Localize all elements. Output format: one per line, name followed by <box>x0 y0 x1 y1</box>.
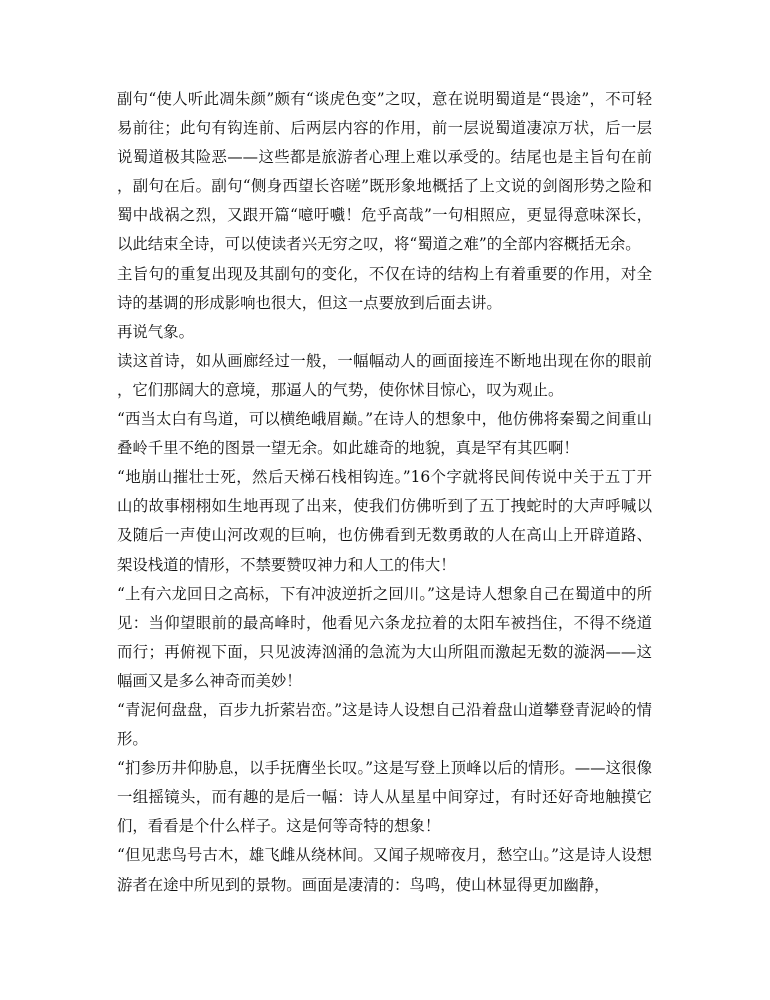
paragraph-3: 再说气象。 <box>117 322 194 341</box>
paragraph-6: “地崩山摧壮士死，然后天梯石栈相钩连。”16个字就将民间传说中关于五丁开山的故事栩栩如生地再现了出来，使我们仿佛听到了五丁拽蛇时的大声呼喊以及随后一声使山河改观的巨响，也仿佛看到无数勇敢的人在高山上开辟道路、架设栈道的情形，不禁要赞叹神力和人工的伟大！ <box>117 468 652 574</box>
paragraph-7: “上有六龙回日之高标，下有冲波逆折之回川。”这是诗人想象自己在蜀道中的所见：当仰望眼前的最高峰时，他看见六条龙拉着的太阳车被挡住，不得不绕道而行；再俯视下面，只见波涛汹涌的急流为大山所阻而激起无数的漩涡——这幅画又是多么神奇而美妙！ <box>117 584 652 690</box>
paragraph-8: “青泥何盘盘，百步九折萦岩峦。”这是诗人设想自己沿着盘山道攀登青泥岭的情形。 <box>117 700 652 749</box>
document-body <box>117 85 652 900</box>
paragraph-10: “但见悲鸟号古木，雄飞雌从绕林间。又闻子规啼夜月，愁空山。”这是诗人设想游者在途中所见到的景物。画面是凄清的：鸟鸣，使山林显得更加幽静， <box>117 846 652 894</box>
paragraph-9: “扪参历井仰胁息，以手抚膺坐长叹。”这是写登上顶峰以后的情形。——这很像一组摇镜头，而有趣的是后一幅：诗人从星星中间穿过，有时还好奇地触摸它们，看看是个什么样子。这是何等奇特的想象！ <box>117 759 652 836</box>
paragraph-2: 主旨句的重复出现及其副句的变化，不仅在诗的结构上有着重要的作用，对全诗的基调的形成影响也很大，但这一点要放到后面去讲。 <box>117 264 652 312</box>
paragraph-5: “西当太白有鸟道，可以横绝峨眉巅。”在诗人的想象中，他仿佛将秦蜀之间重山叠岭千里不绝的图景一望无余。如此雄奇的地貌，真是罕有其匹啊！ <box>117 410 652 458</box>
paragraph-4: 读这首诗，如从画廊经过一般，一幅幅动人的画面接连不断地出现在你的眼前，它们那阔大的意境，那逼人的气势，使你怵目惊心，叹为观止。 <box>117 351 652 399</box>
paragraph-1: 副句“使人听此凋朱颜”颇有“谈虎色变”之叹，意在说明蜀道是“畏途”，不可轻易前往；此句有钩连前、后两层内容的作用，前一层说蜀道凄凉万状，后一层说蜀道极其险恶——这些都是旅游者心理上难以承受的。结尾也是主旨句在前，副句在后。副句“侧身西望长咨嗟”既形象地概括了上文说的剑阁形势之险和蜀中战祸之烈，又跟开篇“噫吁嚱！危乎高哉”一句相照应，更显得意味深长，以此结束全诗，可以使读者兴无穷之叹，将“蜀道之难”的全部内容概括无余。 <box>117 90 652 254</box>
